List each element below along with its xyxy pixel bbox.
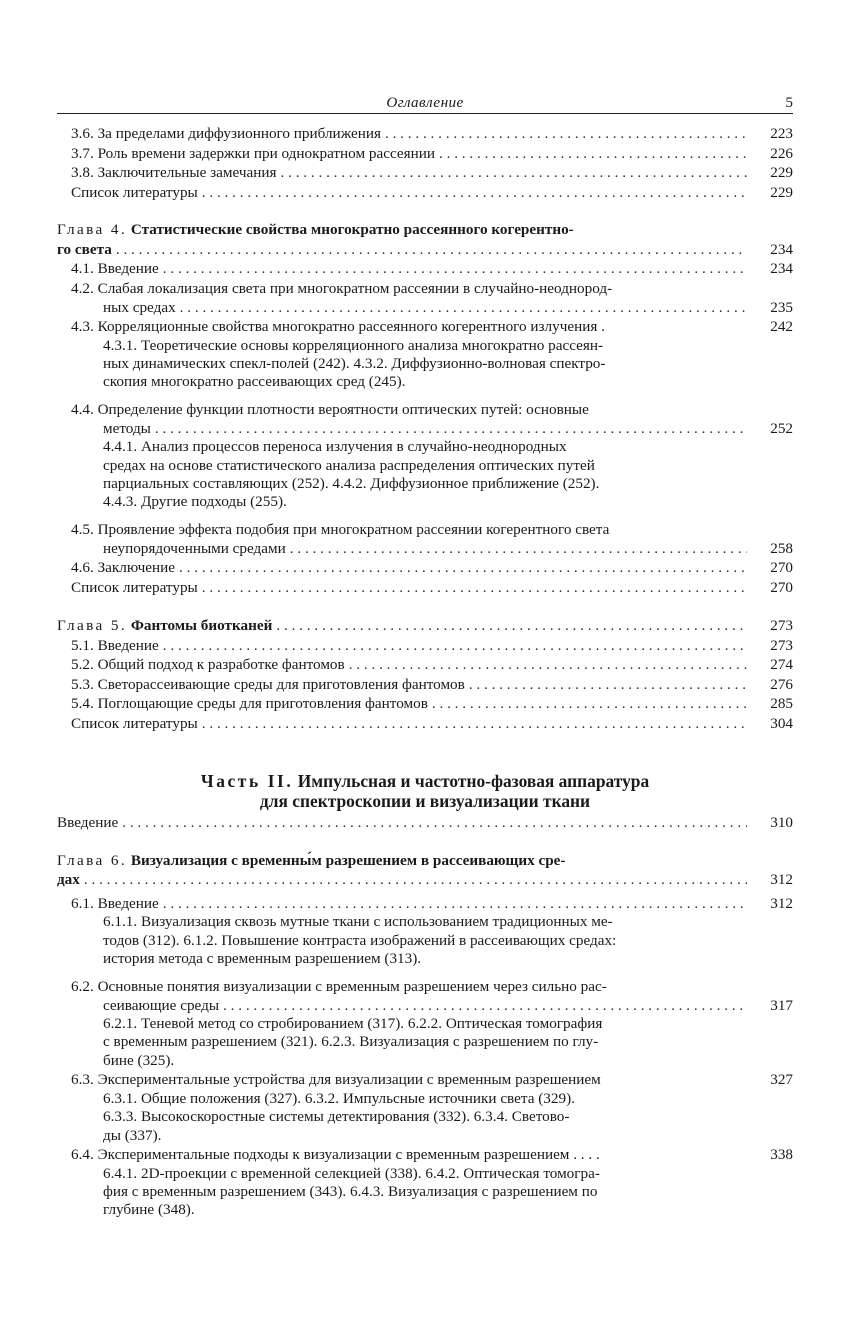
toc-entry[interactable]: Список литературы . . . 229 [57, 183, 793, 203]
header-title: Оглавление [386, 94, 464, 111]
toc-subsections: 4.4.1. Анализ процессов переноса излучения в случайно-неоднородных средах на основе статистического анализа распределения оптических путей парциальных составляющих (252). 4.4.2. Диффузионное приближение (252). 4.4.3. Другие подходы (255). [103, 438, 600, 511]
toc-entry[interactable]: 4.4. Определение функции плотности вероятности оптических путей: основные [71, 400, 589, 418]
toc-subsections: 6.4.1. 2D-проекции с временной селекцией (338). 6.4.2. Оптическая томогра- фия с временным разрешением (343). 6.4.3. Визуализация с разрешением по глубине (348). [103, 1164, 600, 1219]
chapter-4-title[interactable]: Глава 4. Статистические свойства многократно рассеянного когерентно- [57, 221, 574, 238]
toc-entry-cont[interactable]: методы . . . 252 [57, 419, 793, 439]
toc-entry[interactable]: 5.4. Поглощающие среды для приготовления фантомов . . . 285 [57, 694, 793, 714]
toc-entry[interactable]: 3.8. Заключительные замечания . . . 229 [57, 163, 793, 183]
chapter-6-title[interactable]: Глава 6. Визуализация с временны́м разрешением в рассеивающих сре- [57, 851, 566, 869]
running-header [57, 93, 793, 114]
toc-entry[interactable]: 4.2. Слабая локализация света при многократном рассеянии в случайно-неоднород- [71, 279, 613, 297]
toc-subsections: 6.1.1. Визуализация сквозь мутные ткани с использованием традиционных ме- тодов (312). 6.1.2. Повышение контраста изображений в рассеивающих средах: история метода с временным разрешением (313). [103, 913, 617, 968]
page-number: 5 [785, 94, 793, 111]
toc-entry[interactable]: 6.2. Основные понятия визуализации с временным разрешением через сильно рас- [71, 977, 607, 995]
chapter-5-title[interactable]: Глава 5. Фантомы биотканей . . . 273 [57, 616, 793, 636]
toc-entry[interactable]: 4.6. Заключение . . . 270 [57, 558, 793, 578]
toc-page [57, 93, 793, 1220]
toc-entry-cont[interactable]: сеивающие среды . . . 317 [57, 996, 793, 1016]
toc-entry[interactable]: 5.2. Общий подход к разработке фантомов . . . 274 [57, 655, 793, 675]
block-chapter3-tail [57, 124, 793, 202]
part-2-title[interactable]: Часть II. Импульсная и частотно-фазовая аппаратура для спектроскопии и визуализации ткани [200, 771, 650, 812]
chapter-6-title-cont[interactable]: дах . . . 312 [57, 870, 793, 890]
toc-subsections: 6.3.1. Общие положения (327). 6.3.2. Импульсные источники света (329). 6.3.3. Высокоскоростные системы детектирования (332). 6.3.4. Светово- ды (337). [103, 1089, 575, 1144]
chapter-4 [57, 220, 793, 597]
toc-entry[interactable]: 3.6. За пределами диффузионного приближения . . . 223 [57, 124, 793, 144]
toc-entry[interactable]: Список литературы . . . 270 [57, 578, 793, 598]
toc-entry[interactable]: 4.5. Проявление эффекта подобия при многократном рассеянии когерентного света [71, 520, 610, 538]
toc-entry[interactable]: 6.1. Введение . . . 312 [57, 894, 793, 914]
toc-entry[interactable]: 5.1. Введение . . . 273 [57, 636, 793, 656]
toc-entry[interactable]: Введение . . . 310 [57, 813, 793, 833]
toc-subsections: 4.3.1. Теоретические основы корреляционного анализа многократно рассеян- ных динамических спекл-полей (242). 4.3.2. Диффузионно-волновая спектро- скопия многократно рассеивающих сред (245). [103, 336, 606, 391]
toc-entry[interactable]: Список литературы . . . 304 [57, 714, 793, 734]
toc-subsections: 6.2.1. Теневой метод со стробированием (317). 6.2.2. Оптическая томография с временным разрешением (321). 6.2.3. Визуализация с разрешением по глу- бине (325). [103, 1015, 603, 1069]
toc-entry[interactable]: 6.4. Экспериментальные подходы к визуализации с временным разрешением . . . . 338 [71, 1146, 793, 1163]
toc-entry[interactable]: 4.1. Введение . . . 234 [57, 259, 793, 279]
toc-entry-cont[interactable]: неупорядоченными средами . . . 258 [57, 539, 793, 559]
toc-entry-cont[interactable]: ных средах . . . 235 [57, 298, 793, 318]
chapter-5 [57, 616, 793, 733]
chapter-4-title-cont[interactable]: го света . . . 234 [57, 240, 793, 260]
chapter-6 [57, 851, 793, 1220]
part-2 [57, 771, 793, 833]
toc-entry[interactable]: 6.3. Экспериментальные устройства для визуализации с временным разрешением 327 [71, 1071, 793, 1089]
toc-entry[interactable]: 5.3. Светорассеивающие среды для приготовления фантомов . . . 276 [57, 675, 793, 695]
toc-entry[interactable]: 3.7. Роль времени задержки при однократном рассеянии . . . 226 [57, 144, 793, 164]
toc-entry[interactable]: 4.3. Корреляционные свойства многократно рассеянного когерентного излучения . 242 [71, 318, 793, 335]
